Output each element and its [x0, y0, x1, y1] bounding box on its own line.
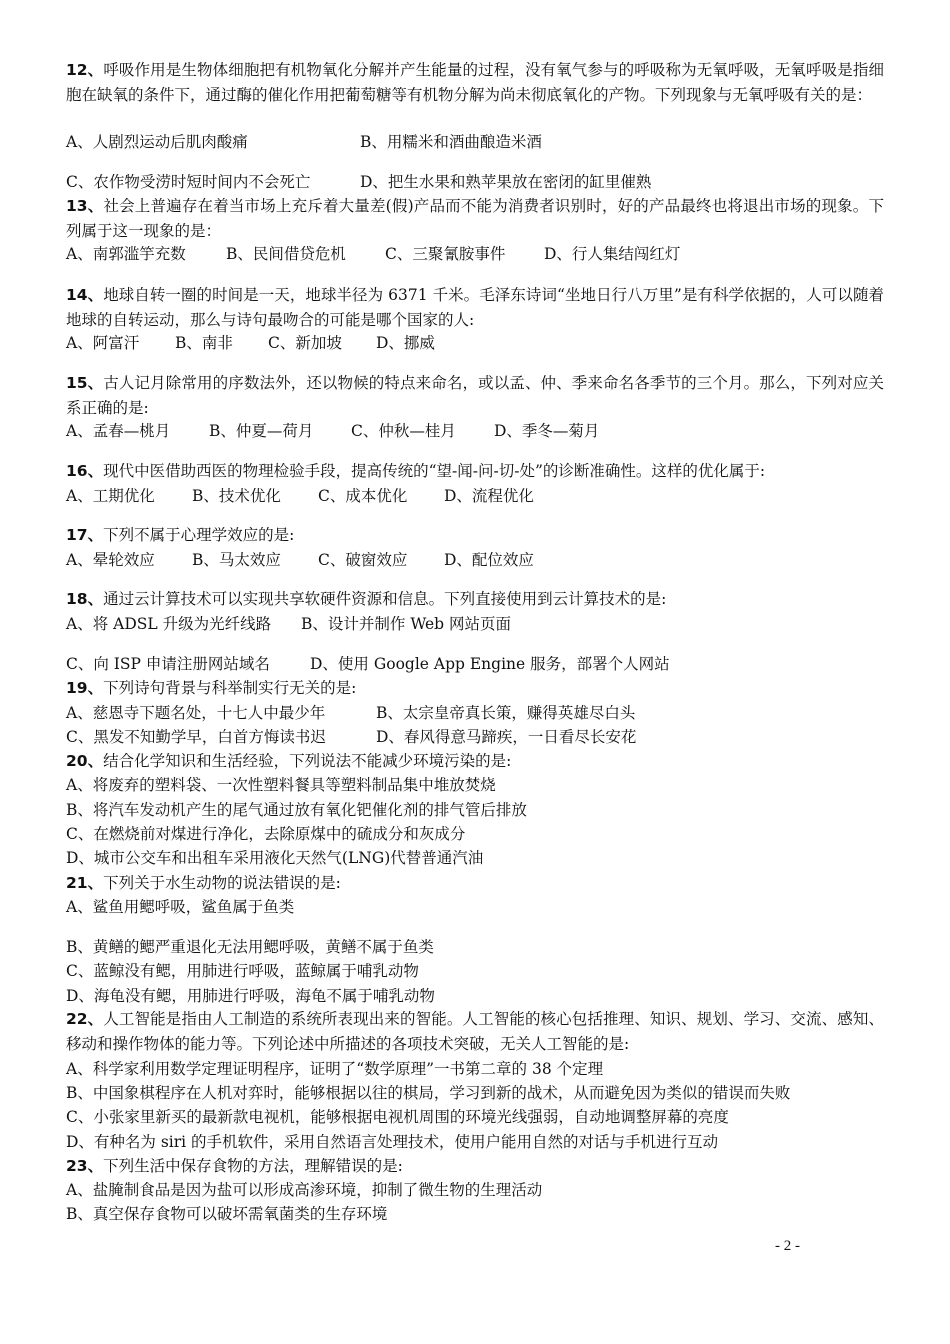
option: A、工期优化: [66, 487, 155, 505]
option: D、城市公交车和出租车采用液化天然气(LNG)代替普通汽油: [66, 849, 484, 867]
option: C、成本优化: [318, 487, 408, 505]
option: D、把生水果和熟苹果放在密闭的缸里催熟: [360, 173, 652, 191]
question-number: 17、: [66, 526, 104, 544]
option: B、太宗皇帝真长策，赚得英雄尽白头: [376, 704, 636, 722]
question-number: 21、: [66, 874, 104, 892]
option: B、民间借贷危机: [226, 245, 346, 263]
option: D、有种名为 siri 的手机软件，采用自然语言处理技术，使用户能用自然的对话与手机进行互动: [66, 1133, 719, 1151]
question-18-stem: [66, 588, 666, 610]
option: B、黄鳝的鳃严重退化无法用鳃呼吸，黄鳝不属于鱼类: [66, 938, 434, 956]
option: B、技术优化: [192, 487, 281, 505]
question-20-stem: [66, 750, 511, 772]
option: D、挪威: [376, 334, 435, 352]
option: C、小张家里新买的最新款电视机，能够根据电视机周围的环境光线强弱，自动地调整屏幕的亮度: [66, 1108, 729, 1126]
option: A、晕轮效应: [66, 551, 155, 569]
option: B、将汽车发动机产生的尾气通过放有氧化钯催化剂的排气管后排放: [66, 801, 527, 819]
question-text: 社会上普遍存在着当市场上充斥着大量差(假)产品而不能为消费者识别时，好的产品最终也将退出市场的现象。下列属于这一现象的是：: [66, 197, 884, 240]
question-13-stem: [66, 194, 884, 243]
question-text: 下列关于水生动物的说法错误的是:: [103, 874, 341, 892]
option: B、设计并制作 Web 网站页面: [301, 615, 512, 633]
question-text: 现代中医借助西医的物理检验手段，提高传统的“望-闻-问-切-处”的诊断准确性。这样的优化属于:: [103, 462, 766, 480]
option: C、蓝鲸没有鳃，用肺进行呼吸，蓝鲸属于哺乳动物: [66, 962, 419, 980]
question-number: 12、: [66, 61, 104, 79]
option: A、人剧烈运动后肌肉酸痛: [66, 133, 248, 151]
question-text: 地球自转一圈的时间是一天，地球半径为 6371 千米。毛泽东诗词“坐地日行八万里”是有科学依据的，人可以随着地球的自转运动，那么与诗句最吻合的可能是哪个国家的人:: [66, 286, 884, 329]
question-number: 19、: [66, 679, 104, 697]
option: C、在燃烧前对煤进行净化，去除原煤中的硫成分和灰成分: [66, 825, 466, 843]
option: A、阿富汗: [66, 334, 140, 352]
option: C、仲秋—桂月: [351, 422, 456, 440]
question-number: 18、: [66, 590, 104, 608]
question-17-stem: [66, 524, 294, 546]
question-text: 人工智能是指由人工制造的系统所表现出来的智能。人工智能的核心包括推理、知识、规划、学习、交流、感知、移动和操作物体的能力等。下列论述中所描述的各项技术突破，无关人工智能的是:: [66, 1010, 884, 1053]
option: C、农作物受涝时短时间内不会死亡: [66, 173, 311, 191]
question-14-stem: [66, 283, 884, 332]
question-number: 22、: [66, 1010, 104, 1028]
option: A、孟春—桃月: [66, 422, 171, 440]
option: A、慈恩寺下题名处，十七人中最少年: [66, 704, 326, 722]
page-number: - 2 -: [775, 1238, 800, 1254]
option: B、仲夏—荷月: [209, 422, 314, 440]
option: B、用糯米和酒曲酿造米酒: [360, 133, 542, 151]
question-19-stem: [66, 677, 356, 699]
option: C、新加坡: [268, 334, 342, 352]
question-23-stem: [66, 1155, 403, 1177]
question-16-stem: [66, 460, 765, 482]
option: B、马太效应: [192, 551, 281, 569]
option: A、南郭滥竽充数: [66, 245, 186, 263]
question-number: 15、: [66, 374, 104, 392]
option: B、南非: [175, 334, 233, 352]
option: D、季冬—菊月: [494, 422, 600, 440]
option: C、三聚氰胺事件: [385, 245, 506, 263]
option: D、行人集结闯红灯: [544, 245, 681, 263]
option: A、盐腌制食品是因为盐可以形成高渗环境，抑制了微生物的生理活动: [66, 1181, 543, 1199]
question-text: 下列诗句背景与科举制实行无关的是:: [103, 679, 357, 697]
option: C、破窗效应: [318, 551, 408, 569]
question-number: 16、: [66, 462, 104, 480]
option: D、使用 Google App Engine 服务，部署个人网站: [310, 655, 670, 673]
question-text: 结合化学知识和生活经验，下列说法不能减少环境污染的是:: [103, 752, 512, 770]
option: A、鲨鱼用鳃呼吸，鲨鱼属于鱼类: [66, 898, 295, 916]
question-number: 20、: [66, 752, 104, 770]
question-text: 呼吸作用是生物体细胞把有机物氧化分解并产生能量的过程，没有氧气参与的呼吸称为无氧呼吸，无氧呼吸是指细胞在缺氧的条件下，通过酶的催化作用把葡萄糖等有机物分解为尚未彻底氧化的产物。下列现象与无氧呼吸有关的是：: [66, 61, 884, 104]
option: A、将废弃的塑料袋、一次性塑料餐具等塑料制品集中堆放焚烧: [66, 776, 496, 794]
question-text: 古人记月除常用的序数法外，还以物候的特点来命名，或以孟、仲、季来命名各季节的三个月。那么，下列对应关系正确的是:: [66, 374, 884, 417]
option: A、将 ADSL 升级为光纤线路: [66, 615, 272, 633]
question-12-stem: [66, 58, 884, 107]
option: D、春风得意马蹄疾，一日看尽长安花: [376, 728, 637, 746]
option: C、向 ISP 申请注册网站域名: [66, 655, 270, 673]
question-text: 下列不属于心理学效应的是:: [103, 526, 295, 544]
option: C、黑发不知勤学早，白首方悔读书迟: [66, 728, 326, 746]
question-number: 14、: [66, 286, 104, 304]
question-21-stem: [66, 872, 341, 894]
option: D、海龟没有鳃，用肺进行呼吸，海龟不属于哺乳动物: [66, 987, 435, 1005]
option: D、流程优化: [444, 487, 534, 505]
option: B、中国象棋程序在人机对弈时，能够根据以往的棋局，学习到新的战术，从而避免因为类似的错误而失败: [66, 1084, 791, 1102]
question-text: 通过云计算技术可以实现共享软硬件资源和信息。下列直接使用到云计算技术的是:: [103, 590, 667, 608]
question-text: 下列生活中保存食物的方法，理解错误的是:: [103, 1157, 403, 1175]
option: A、科学家利用数学定理证明程序，证明了“数学原理”一书第二章的 38 个定理: [66, 1060, 604, 1078]
option: B、真空保存食物可以破坏需氧菌类的生存环境: [66, 1205, 388, 1223]
question-number: 23、: [66, 1157, 104, 1175]
question-22-stem: [66, 1007, 884, 1056]
question-15-stem: [66, 371, 884, 420]
option: D、配位效应: [444, 551, 534, 569]
question-number: 13、: [66, 197, 104, 215]
